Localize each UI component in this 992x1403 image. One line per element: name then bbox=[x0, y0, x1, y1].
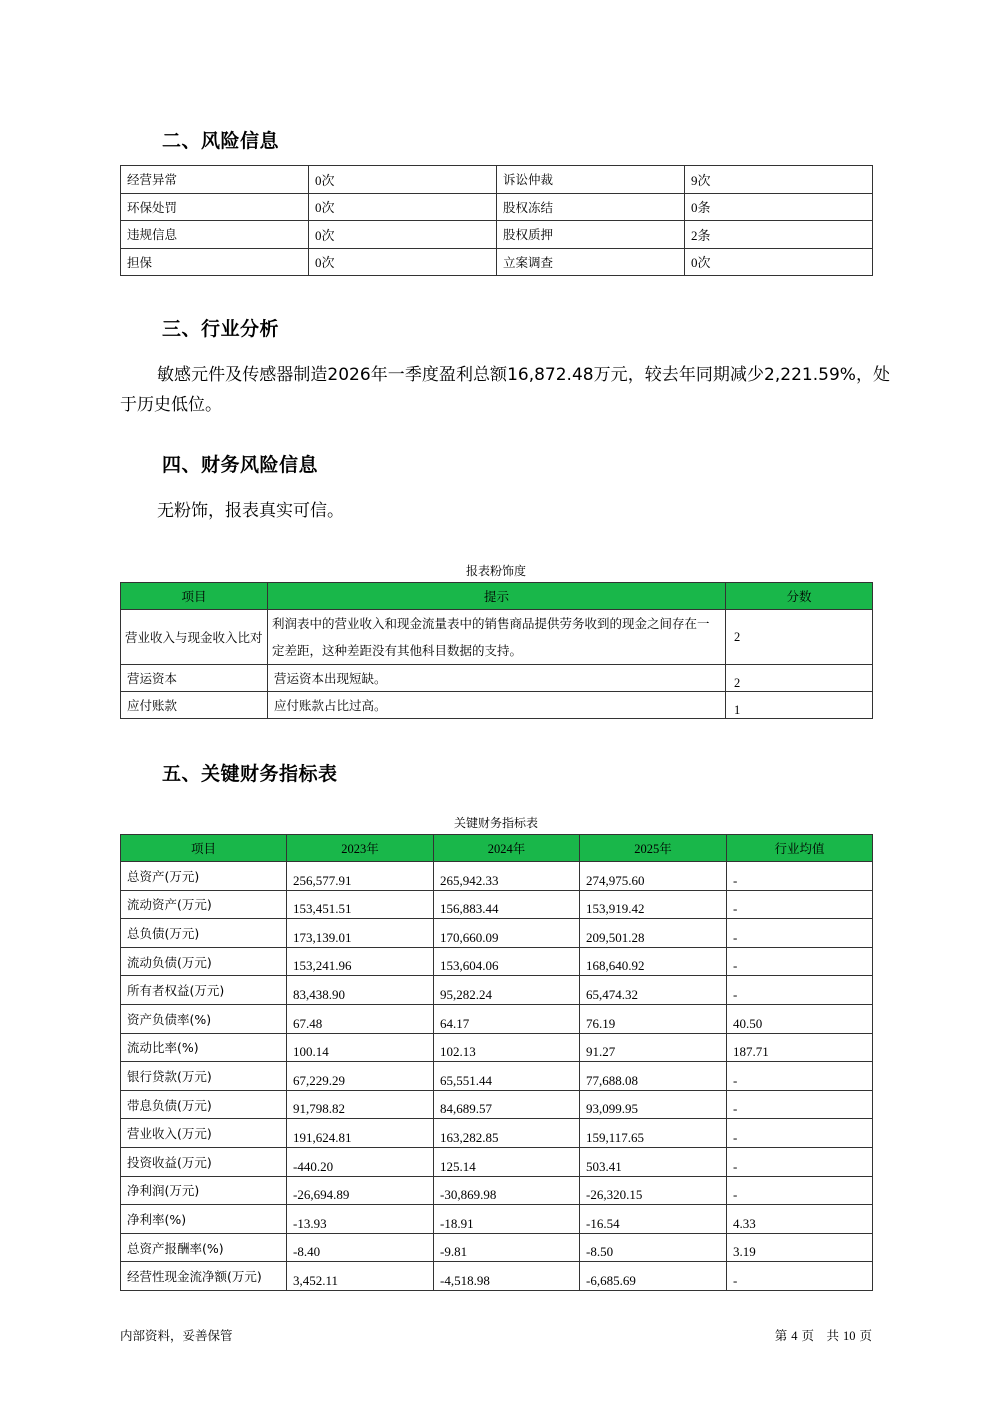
value-2025-cell: -6,685.69 bbox=[580, 1262, 727, 1291]
header-cell: 提示 bbox=[268, 583, 726, 610]
value-2023-cell: -8.40 bbox=[287, 1233, 434, 1262]
value-2025-cell: 65,474.32 bbox=[580, 976, 727, 1005]
table-row bbox=[121, 1004, 873, 1033]
table-row bbox=[121, 1205, 873, 1234]
value-2024-cell: -18.91 bbox=[434, 1205, 580, 1234]
risk-value-cell: 9次 bbox=[685, 166, 873, 194]
table-row bbox=[121, 1033, 873, 1062]
value-2023-cell: 173,139.01 bbox=[287, 919, 434, 948]
metric-name-cell: 总资产报酬率(%) bbox=[121, 1233, 287, 1262]
page-prefix: 第 bbox=[774, 1328, 788, 1343]
table-row bbox=[121, 1233, 873, 1262]
value-2024-cell: 265,942.33 bbox=[434, 862, 580, 891]
risk-value-cell: 0条 bbox=[685, 193, 873, 221]
value-2023-cell: 67,229.29 bbox=[287, 1062, 434, 1091]
page-total: 10 bbox=[843, 1329, 856, 1343]
polish-table bbox=[120, 582, 873, 719]
value-2025-cell: -26,320.15 bbox=[580, 1176, 727, 1205]
polish-table-header-row bbox=[121, 583, 873, 610]
risk-value-cell: 0次 bbox=[685, 248, 873, 276]
risk-value-cell: 0次 bbox=[309, 193, 497, 221]
table-row bbox=[121, 248, 873, 276]
table-row bbox=[121, 665, 873, 692]
value-2024-cell: 156,883.44 bbox=[434, 890, 580, 919]
polish-hint-cell: 营运资本出现短缺。 bbox=[268, 665, 726, 692]
value-2025-cell: -16.54 bbox=[580, 1205, 727, 1234]
risk-label-cell: 股权质押 bbox=[497, 221, 685, 249]
metric-name-cell: 带息负债(万元) bbox=[121, 1090, 287, 1119]
table-row bbox=[121, 692, 873, 719]
industry-avg-cell: - bbox=[727, 890, 873, 919]
table-row bbox=[121, 947, 873, 976]
header-cell: 2025年 bbox=[580, 835, 727, 862]
risk-heading: 二、风险信息 bbox=[162, 130, 280, 152]
metric-name-cell: 总资产(万元) bbox=[121, 862, 287, 891]
industry-avg-cell: - bbox=[727, 1176, 873, 1205]
value-2024-cell: -9.81 bbox=[434, 1233, 580, 1262]
value-2023-cell: -13.93 bbox=[287, 1205, 434, 1234]
page-current: 4 bbox=[791, 1329, 798, 1343]
value-2023-cell: 67.48 bbox=[287, 1004, 434, 1033]
table-row bbox=[121, 1147, 873, 1176]
metric-name-cell: 营业收入(万元) bbox=[121, 1119, 287, 1148]
value-2024-cell: -30,869.98 bbox=[434, 1176, 580, 1205]
value-2023-cell: 256,577.91 bbox=[287, 862, 434, 891]
polish-hint-cell: 利润表中的营业收入和现金流量表中的销售商品提供劳务收到的现金之间存在一定差距，这种差距没有其他科目数据的支持。 bbox=[268, 610, 726, 665]
polish-score-cell: 1 bbox=[726, 692, 873, 719]
industry-avg-cell: 40.50 bbox=[727, 1004, 873, 1033]
risk-value-cell: 0次 bbox=[309, 248, 497, 276]
value-2025-cell: 77,688.08 bbox=[580, 1062, 727, 1091]
metric-name-cell: 银行贷款(万元) bbox=[121, 1062, 287, 1091]
value-2025-cell: 274,975.60 bbox=[580, 862, 727, 891]
value-2023-cell: 191,624.81 bbox=[287, 1119, 434, 1148]
value-2024-cell: -4,518.98 bbox=[434, 1262, 580, 1291]
risk-value-cell: 0次 bbox=[309, 221, 497, 249]
value-2023-cell: -26,694.89 bbox=[287, 1176, 434, 1205]
risk-value-cell: 2条 bbox=[685, 221, 873, 249]
industry-avg-cell: - bbox=[727, 919, 873, 948]
value-2024-cell: 125.14 bbox=[434, 1147, 580, 1176]
metric-name-cell: 总负债(万元) bbox=[121, 919, 287, 948]
metric-name-cell: 所有者权益(万元) bbox=[121, 976, 287, 1005]
risk-label-cell: 立案调查 bbox=[497, 248, 685, 276]
metric-name-cell: 流动比率(%) bbox=[121, 1033, 287, 1062]
metric-name-cell: 净利率(%) bbox=[121, 1205, 287, 1234]
industry-avg-cell: 3.19 bbox=[727, 1233, 873, 1262]
value-2023-cell: 153,241.96 bbox=[287, 947, 434, 976]
page-mid: 页 共 bbox=[801, 1328, 840, 1343]
risk-table bbox=[120, 165, 873, 276]
industry-avg-cell: - bbox=[727, 947, 873, 976]
table-row bbox=[121, 862, 873, 891]
value-2024-cell: 102.13 bbox=[434, 1033, 580, 1062]
value-2025-cell: 503.41 bbox=[580, 1147, 727, 1176]
industry-paragraph: 敏感元件及传感器制造2026年一季度盈利总额16,872.48万元，较去年同期减少2,221.59%，处于历史低位。 bbox=[120, 365, 890, 415]
fin-risk-paragraph: 无粉饰，报表真实可信。 bbox=[157, 501, 344, 521]
risk-label-cell: 环保处罚 bbox=[121, 193, 309, 221]
polish-score-cell: 2 bbox=[726, 610, 873, 665]
header-cell: 分数 bbox=[726, 583, 873, 610]
value-2024-cell: 153,604.06 bbox=[434, 947, 580, 976]
industry-avg-cell: - bbox=[727, 1262, 873, 1291]
value-2023-cell: -440.20 bbox=[287, 1147, 434, 1176]
industry-avg-cell: - bbox=[727, 1119, 873, 1148]
value-2024-cell: 163,282.85 bbox=[434, 1119, 580, 1148]
risk-label-cell: 股权冻结 bbox=[497, 193, 685, 221]
value-2024-cell: 65,551.44 bbox=[434, 1062, 580, 1091]
industry-avg-cell: - bbox=[727, 862, 873, 891]
table-row bbox=[121, 1119, 873, 1148]
value-2025-cell: 168,640.92 bbox=[580, 947, 727, 976]
value-2023-cell: 153,451.51 bbox=[287, 890, 434, 919]
key-fin-heading: 五、关键财务指标表 bbox=[162, 763, 338, 785]
table-row bbox=[121, 890, 873, 919]
fin-risk-heading: 四、财务风险信息 bbox=[162, 454, 319, 476]
polish-item-cell: 营业收入与现金收入比对 bbox=[121, 610, 268, 665]
header-cell: 行业均值 bbox=[727, 835, 873, 862]
metric-name-cell: 经营性现金流净额(万元) bbox=[121, 1262, 287, 1291]
table-row bbox=[121, 1176, 873, 1205]
table-row bbox=[121, 976, 873, 1005]
metric-name-cell: 净利润(万元) bbox=[121, 1176, 287, 1205]
header-cell: 项目 bbox=[121, 583, 268, 610]
table-row bbox=[121, 166, 873, 194]
value-2023-cell: 3,452.11 bbox=[287, 1262, 434, 1291]
value-2023-cell: 91,798.82 bbox=[287, 1090, 434, 1119]
value-2025-cell: 91.27 bbox=[580, 1033, 727, 1062]
value-2025-cell: 209,501.28 bbox=[580, 919, 727, 948]
header-cell: 项目 bbox=[121, 835, 287, 862]
value-2023-cell: 83,438.90 bbox=[287, 976, 434, 1005]
risk-label-cell: 担保 bbox=[121, 248, 309, 276]
polish-item-cell: 应付账款 bbox=[121, 692, 268, 719]
industry-avg-cell: - bbox=[727, 1090, 873, 1119]
metric-name-cell: 投资收益(万元) bbox=[121, 1147, 287, 1176]
industry-avg-cell: - bbox=[727, 1062, 873, 1091]
value-2024-cell: 170,660.09 bbox=[434, 919, 580, 948]
value-2025-cell: 159,117.65 bbox=[580, 1119, 727, 1148]
industry-avg-cell: - bbox=[727, 976, 873, 1005]
table-row bbox=[121, 1062, 873, 1091]
industry-avg-cell: 4.33 bbox=[727, 1205, 873, 1234]
footer-note: 内部资料，妥善保管 bbox=[120, 1328, 233, 1343]
risk-value-cell: 0次 bbox=[309, 166, 497, 194]
polish-table-caption: 报表粉饰度 bbox=[465, 564, 526, 578]
industry-avg-cell: - bbox=[727, 1147, 873, 1176]
value-2023-cell: 100.14 bbox=[287, 1033, 434, 1062]
value-2025-cell: 153,919.42 bbox=[580, 890, 727, 919]
metric-name-cell: 流动资产(万元) bbox=[121, 890, 287, 919]
metric-name-cell: 流动负债(万元) bbox=[121, 947, 287, 976]
value-2025-cell: -8.50 bbox=[580, 1233, 727, 1262]
risk-label-cell: 经营异常 bbox=[121, 166, 309, 194]
table-row bbox=[121, 610, 873, 665]
key-fin-header-row bbox=[121, 835, 873, 862]
key-fin-table bbox=[120, 834, 873, 1291]
value-2024-cell: 84,689.57 bbox=[434, 1090, 580, 1119]
key-fin-table-caption: 关键财务指标表 bbox=[453, 816, 538, 830]
risk-label-cell: 诉讼仲裁 bbox=[497, 166, 685, 194]
header-cell: 2023年 bbox=[287, 835, 434, 862]
header-cell: 2024年 bbox=[434, 835, 580, 862]
value-2025-cell: 93,099.95 bbox=[580, 1090, 727, 1119]
risk-label-cell: 违规信息 bbox=[121, 221, 309, 249]
polish-hint-cell: 应付账款占比过高。 bbox=[268, 692, 726, 719]
metric-name-cell: 资产负债率(%) bbox=[121, 1004, 287, 1033]
value-2024-cell: 95,282.24 bbox=[434, 976, 580, 1005]
polish-score-cell: 2 bbox=[726, 665, 873, 692]
table-row bbox=[121, 1262, 873, 1291]
industry-heading: 三、行业分析 bbox=[162, 318, 280, 340]
page-number bbox=[760, 1326, 872, 1344]
table-row bbox=[121, 1090, 873, 1119]
page-suffix: 页 bbox=[859, 1328, 872, 1343]
table-row bbox=[121, 221, 873, 249]
industry-avg-cell: 187.71 bbox=[727, 1033, 873, 1062]
polish-item-cell: 营运资本 bbox=[121, 665, 268, 692]
value-2025-cell: 76.19 bbox=[580, 1004, 727, 1033]
table-row bbox=[121, 193, 873, 221]
value-2024-cell: 64.17 bbox=[434, 1004, 580, 1033]
table-row bbox=[121, 919, 873, 948]
